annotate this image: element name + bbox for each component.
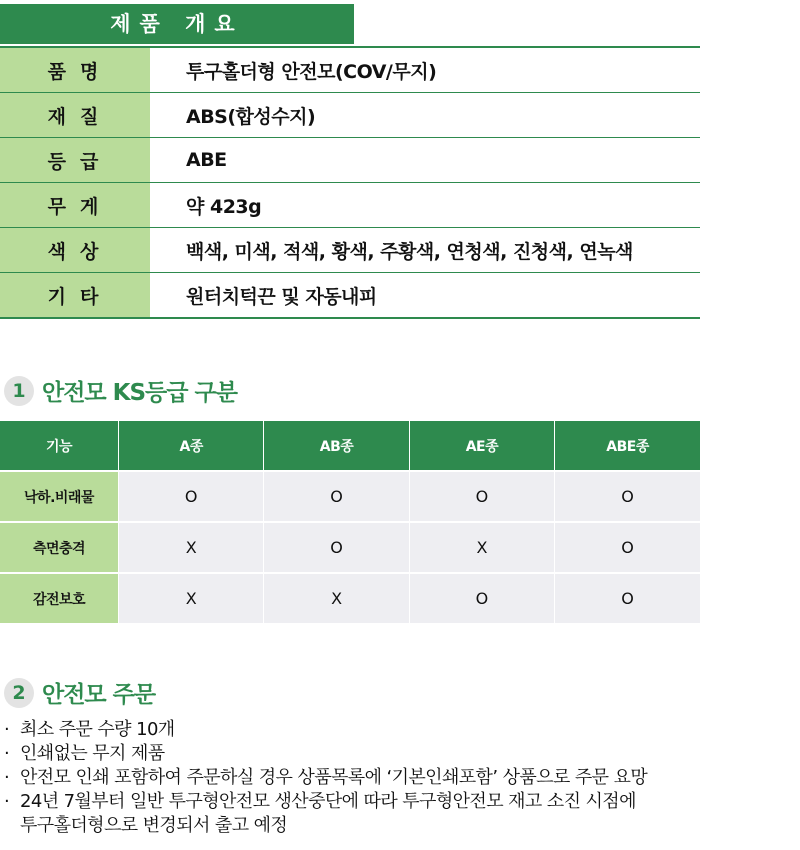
- ks-mark: O: [264, 522, 409, 573]
- ks-mark: X: [409, 522, 554, 573]
- bullet-mark: ·: [4, 743, 10, 764]
- ks-mark: O: [409, 471, 554, 522]
- section-heading: 안전모 KS등급 구분: [42, 380, 237, 406]
- list-item: [4, 718, 647, 742]
- bullet-mark: ·: [4, 767, 10, 788]
- ks-row-label: 측면충격: [0, 522, 119, 573]
- overview-row-grade: [0, 138, 700, 183]
- bullet-mark: ·: [4, 791, 10, 812]
- list-item: [4, 766, 647, 790]
- section-number-badge: 1: [4, 376, 34, 406]
- ks-header-row: [0, 421, 700, 471]
- overview-label: 등급: [0, 138, 150, 183]
- order-section-title: [4, 676, 155, 709]
- ks-row-electric-shock: [0, 573, 700, 623]
- list-item-continuation: 투구홀더형으로 변경되서 출고 예정: [20, 815, 288, 836]
- ks-column-header: A종: [119, 421, 264, 471]
- ks-column-header: AE종: [409, 421, 554, 471]
- overview-row-material: [0, 93, 700, 138]
- overview-label: 품명: [0, 47, 150, 93]
- overview-row-color: [0, 228, 700, 273]
- section-heading: 안전모 주문: [42, 682, 156, 708]
- overview-value: ABS(합성수지): [150, 93, 700, 138]
- ks-row-label: 감전보호: [0, 573, 119, 623]
- ks-mark: X: [119, 573, 264, 623]
- ks-section-title: [4, 374, 237, 407]
- overview-value: 투구홀더형 안전모(COV/무지): [150, 47, 700, 93]
- list-item-text: 인쇄없는 무지 제품: [20, 743, 165, 764]
- overview-value: 원터치턱끈 및 자동내피: [150, 273, 700, 319]
- ks-mark: O: [555, 573, 700, 623]
- overview-table: [0, 46, 700, 319]
- ks-column-header: AB종: [264, 421, 409, 471]
- overview-label: 기타: [0, 273, 150, 319]
- overview-row-name: [0, 47, 700, 93]
- section-number-badge: 2: [4, 678, 34, 708]
- overview-header: 제품 개요: [0, 4, 354, 44]
- list-item: [4, 790, 647, 838]
- list-item-text: 24년 7월부터 일반 투구형안전모 생산중단에 따라 투구형안전모 재고 소진 시점에: [20, 791, 636, 812]
- ks-mark: O: [119, 471, 264, 522]
- ks-mark: O: [409, 573, 554, 623]
- ks-mark: O: [264, 471, 409, 522]
- overview-value: 백색, 미색, 적색, 황색, 주황색, 연청색, 진청색, 연녹색: [150, 228, 700, 273]
- overview-value: 약 423g: [150, 183, 700, 228]
- ks-mark: O: [555, 471, 700, 522]
- list-item-text: 안전모 인쇄 포함하여 주문하실 경우 상품목록에 ‘기본인쇄포함’ 상품으로 주문 요망: [20, 767, 648, 788]
- overview-row-weight: [0, 183, 700, 228]
- ks-mark: X: [264, 573, 409, 623]
- overview-label: 색상: [0, 228, 150, 273]
- ks-row-side-impact: [0, 522, 700, 573]
- ks-mark: O: [555, 522, 700, 573]
- ks-mark: X: [119, 522, 264, 573]
- overview-row-etc: [0, 273, 700, 319]
- overview-label: 무게: [0, 183, 150, 228]
- bullet-mark: ·: [4, 719, 10, 740]
- ks-grade-table: [0, 421, 700, 623]
- overview-label: 재질: [0, 93, 150, 138]
- list-item-text: 최소 주문 수량 10개: [20, 719, 175, 740]
- ks-column-header: ABE종: [555, 421, 700, 471]
- ks-row-label: 낙하.비래물: [0, 471, 119, 522]
- list-item: [4, 742, 647, 766]
- order-notes-list: [4, 718, 647, 838]
- overview-value: ABE: [150, 138, 700, 183]
- ks-column-header: 기능: [0, 421, 119, 471]
- ks-row-falling-object: [0, 471, 700, 522]
